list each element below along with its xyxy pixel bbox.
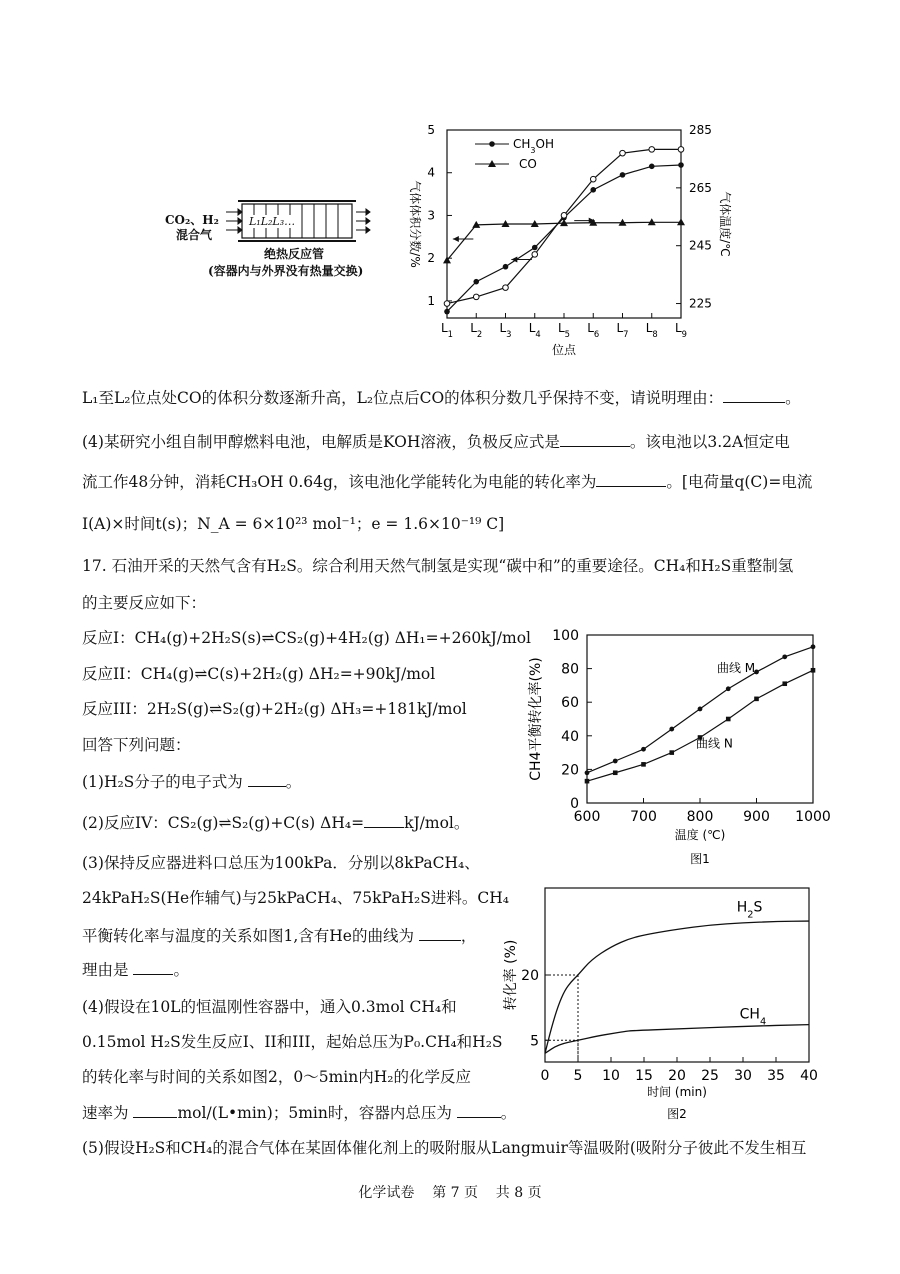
fig2-x-tick-label: 20 [668, 1068, 686, 1084]
fig1-x-tick-label: 900 [743, 809, 770, 825]
part-2-b: kJ/mol。 [404, 814, 470, 832]
part-3-line-1: (3)保持反应器进料口总压为100kPa．分别以8kPaCH₄、 [82, 854, 480, 872]
right-axis-label: 气体温度/℃ [718, 191, 732, 257]
part-3-line-3-text: 平衡转化率与温度的关系如图1,含有He的曲线为 [82, 927, 414, 945]
part-5: (5)假设H₂S和CH₄的混合气体在某固体催化剂上的吸附服从Langmuir等温吸附(吸附分子彼此不发生相互 [82, 1139, 807, 1157]
chart-fig2-conversion-time [495, 880, 825, 1120]
part-2 [82, 811, 469, 834]
x-tick-label: $L_8$ [645, 321, 658, 339]
fig1-point-n [782, 681, 787, 686]
fig2-y-tick-label: 20 [521, 968, 539, 984]
legend-ch3oh-label: $CH_3OH$ [513, 137, 554, 155]
part-2-a: (2)反应IV：CS₂(g)⇌S₂(g)+C(s) ΔH₄= [82, 814, 365, 832]
question-l1-l2-end: 。 [785, 389, 801, 407]
x-tick-label: $L_6$ [587, 321, 600, 339]
fig1-point-n [585, 779, 590, 784]
answer-blank-he-curve[interactable] [419, 924, 461, 941]
fig1-point-n [641, 762, 646, 767]
left-tick-label: 1 [427, 293, 435, 308]
fig2-x-tick-label: 40 [800, 1068, 818, 1084]
right-tick-label: 285 [689, 123, 712, 137]
question-l1-l2-text: L₁至L₂位点处CO的体积分数逐渐升高，L₂位点后CO的体积分数几乎保持不变，请说明理由： [82, 389, 724, 407]
reaction-1: 反应I：CH₄(g)+2H₂S(s)⇌CS₂(g)+4H₂(g) ΔH₁=+260kJ/mol [82, 629, 531, 647]
question-l1-l2 [82, 386, 801, 409]
temperature-point [678, 147, 684, 153]
fig1-point-n [726, 717, 731, 722]
temperature-point [561, 213, 567, 219]
fig1-label-m: 曲线 M [716, 660, 756, 675]
x-tick-label: $L_7$ [616, 321, 629, 339]
part-3-line-3-end: ， [460, 927, 477, 945]
fig1-x-tick-label: 600 [573, 809, 601, 825]
fig2-x-tick-label: 25 [701, 1068, 719, 1084]
ch3oh-point [532, 245, 538, 251]
left-tick-label: 4 [427, 165, 435, 180]
answer-blank-rate[interactable] [133, 1101, 177, 1118]
fig2-x-tick-label: 30 [734, 1068, 752, 1084]
ch3oh-point [473, 279, 479, 285]
q4-line-1 [82, 430, 790, 453]
x-tick-label: $L_9$ [674, 321, 688, 339]
answer-blank-reason[interactable] [723, 386, 785, 403]
part-3-line-3 [82, 924, 476, 947]
series-co-line [447, 222, 681, 260]
fig1-caption: 图1 [690, 852, 710, 866]
part-3-line-2: 24kPaH₂S(He作辅气)与25kPaCH₄、75kPaH₂S进料。CH₄ [82, 889, 509, 907]
fig2-x-tick-label: 15 [635, 1068, 653, 1084]
ch3oh-point [620, 172, 626, 178]
fig2-label-h2s: $H_2S$ [736, 899, 763, 920]
fig1-point-m [585, 770, 590, 775]
left-axis-label: 气体体积分数/% [408, 180, 422, 268]
fig1-point-m [641, 747, 646, 752]
fig2-x-tick-label: 5 [573, 1068, 583, 1084]
part-4-line-2: 0.15mol H₂S发生反应I、II和III，起始总压为P₀.CH₄和H₂S [82, 1033, 503, 1051]
fig1-point-n [754, 697, 759, 702]
reactor-inlet-label-2: 混合气 [176, 228, 213, 242]
fig1-y-tick-label: 0 [570, 796, 579, 812]
fig1-x-tick-label: 700 [630, 809, 657, 825]
ch3oh-point [590, 187, 596, 193]
q4-line-2-a: 流工作48分钟，消耗CH₃OH 0.64g，该电池化学能转化为电能的转化率为 [82, 473, 597, 491]
x-tick-label: $L_5$ [557, 321, 571, 339]
fig1-y-axis-label: CH4平衡转化率(%) [528, 657, 544, 781]
legend-ch3oh-marker [489, 141, 495, 147]
fig1-point-m [669, 727, 674, 732]
answer-blank-reason-he[interactable] [133, 958, 173, 975]
temperature-point [620, 150, 626, 156]
part-4-line-3: 的转化率与时间的关系如图2，0～5min内H₂的化学反应 [82, 1068, 471, 1086]
axis-arrowhead [453, 236, 459, 242]
part-1 [82, 770, 301, 793]
temperature-point [532, 252, 538, 258]
q4-line-1-b: 。该电池以3.2A恒定电 [629, 433, 790, 451]
series-ch3oh-line [447, 165, 681, 312]
x-tick-label: $L_2$ [470, 321, 483, 339]
fig2-x-tick-label: 0 [540, 1068, 550, 1084]
fig2-x-tick-label: 10 [602, 1068, 620, 1084]
temperature-point [649, 147, 655, 153]
fig1-series-line [587, 670, 813, 781]
fig1-x-tick-label: 800 [686, 809, 714, 825]
q17-intro-2: 的主要反应如下： [82, 594, 207, 612]
reactor-caption-1: 绝热反应管 [264, 247, 325, 261]
part-1-text: (1)H₂S分子的电子式为 [82, 773, 243, 791]
ch3oh-point [649, 164, 655, 170]
reaction-3: 反应III：2H₂S(g)⇌S₂(g)+2H₂(g) ΔH₃=+181kJ/mol [82, 700, 467, 718]
fig1-y-tick-label: 80 [561, 661, 579, 678]
x-tick-label: $L_4$ [528, 321, 541, 339]
chart-fig1-ch4-conversion [520, 623, 831, 868]
fig2-caption: 图2 [667, 1107, 687, 1121]
part-3-line-4-text: 理由是 [82, 961, 129, 979]
temperature-point [503, 285, 509, 291]
fig1-x-axis-label: 温度 (℃) [674, 828, 726, 842]
answer-blank-anode[interactable] [560, 430, 630, 447]
fig1-y-tick-label: 40 [561, 728, 579, 745]
right-tick-label: 225 [689, 296, 712, 311]
left-tick-label: 3 [427, 208, 435, 223]
q4-line-2 [82, 470, 812, 493]
q4-line-3: I(A)×时间t(s)；N_A = 6×10²³ mol⁻¹；e = 1.6×10⁻¹⁹ C] [82, 515, 505, 533]
part-1-end: 。 [285, 773, 302, 791]
fig1-y-tick-label: 100 [552, 628, 579, 644]
fig1-point-m [726, 686, 731, 691]
right-tick-label: 245 [689, 238, 712, 253]
fig1-y-tick-label: 60 [561, 695, 579, 712]
answer-prompt: 回答下列问题： [82, 736, 191, 754]
fig1-point-n [669, 750, 674, 755]
temperature-point [444, 301, 450, 307]
part-4-line-4 [82, 1101, 516, 1124]
fig1-label-n: 曲线 N [696, 736, 733, 751]
q4-line-1-a: (4)某研究小组自制甲醇燃料电池，电解质是KOH溶液，负极反应式是 [82, 433, 560, 451]
fig1-point-m [698, 707, 703, 712]
fig1-x-tick-label: 1000 [795, 809, 831, 825]
fig2-frame [545, 888, 809, 1062]
fig2-y-axis-label: 转化率 (%) [503, 939, 519, 1011]
temperature-point [473, 294, 479, 300]
x-tick-label: $L_1$ [440, 321, 454, 339]
reactor-caption-2: (容器内与外界没有热量交换) [208, 264, 364, 278]
q17-intro-1: 17. 石油开采的天然气含有H₂S。综合利用天然气制氢是实现“碳中和”的重要途径。CH₄和H₂S重整制氢 [82, 557, 794, 575]
legend-co-label: CO [519, 157, 537, 171]
fig1-y-tick-label: 20 [561, 762, 579, 779]
fig2-x-tick-label: 35 [767, 1068, 785, 1084]
x-tick-label: $L_3$ [499, 321, 512, 339]
reactor-inlet-label-1: CO₂、H₂ [165, 213, 219, 227]
left-tick-label: 5 [427, 123, 435, 137]
fig2-label-ch4: $CH_4$ [739, 1006, 767, 1027]
right-tick-label: 265 [689, 180, 712, 195]
chart-top-volume-fraction [395, 118, 730, 363]
x-axis-label: 位点 [551, 343, 577, 357]
answer-blank-efficiency[interactable] [596, 470, 666, 487]
part-4-line-4-b: mol/(L•min)；5min时，容器内总压为 [177, 1104, 452, 1122]
part-3-line-4 [82, 958, 189, 981]
left-tick-label: 2 [427, 251, 435, 266]
answer-blank-dh4[interactable] [364, 811, 404, 828]
part-4-line-4-c: 。 [500, 1104, 517, 1122]
fig1-point-m [782, 654, 787, 659]
fig1-point-n [613, 770, 618, 775]
q4-line-2-b: 。[电荷量q(C)=电流 [666, 473, 813, 491]
part-4-line-4-a: 速率为 [82, 1104, 129, 1122]
fig1-point-n [811, 668, 816, 673]
ch3oh-point [678, 162, 684, 168]
fig2-series-line [545, 921, 809, 1053]
reaction-2: 反应II：CH₄(g)⇌C(s)+2H₂(g) ΔH₂=+90kJ/mol [82, 665, 436, 683]
part-3-line-4-end: 。 [173, 961, 189, 979]
reactor-tube-label: L₁L₂L₃… [249, 215, 296, 228]
fig2-y-tick-label: 5 [530, 1033, 539, 1050]
page-footer: 化学试卷 第 7 页 共 8 页 [358, 1185, 542, 1201]
series-temperature-line [447, 149, 681, 303]
fig1-point-m [811, 644, 816, 649]
reactor-diagram [160, 195, 390, 285]
ch3oh-point [503, 264, 509, 270]
part-4-line-1: (4)假设在10L的恒温刚性容器中，通入0.3mol CH₄和 [82, 998, 457, 1016]
fig2-series-line [545, 1025, 809, 1054]
fig2-x-axis-label: 时间 (min) [647, 1085, 707, 1099]
fig1-point-m [613, 759, 618, 764]
ch3oh-point [444, 309, 450, 315]
temperature-point [590, 176, 596, 182]
answer-blank-electron-formula[interactable] [248, 770, 286, 787]
